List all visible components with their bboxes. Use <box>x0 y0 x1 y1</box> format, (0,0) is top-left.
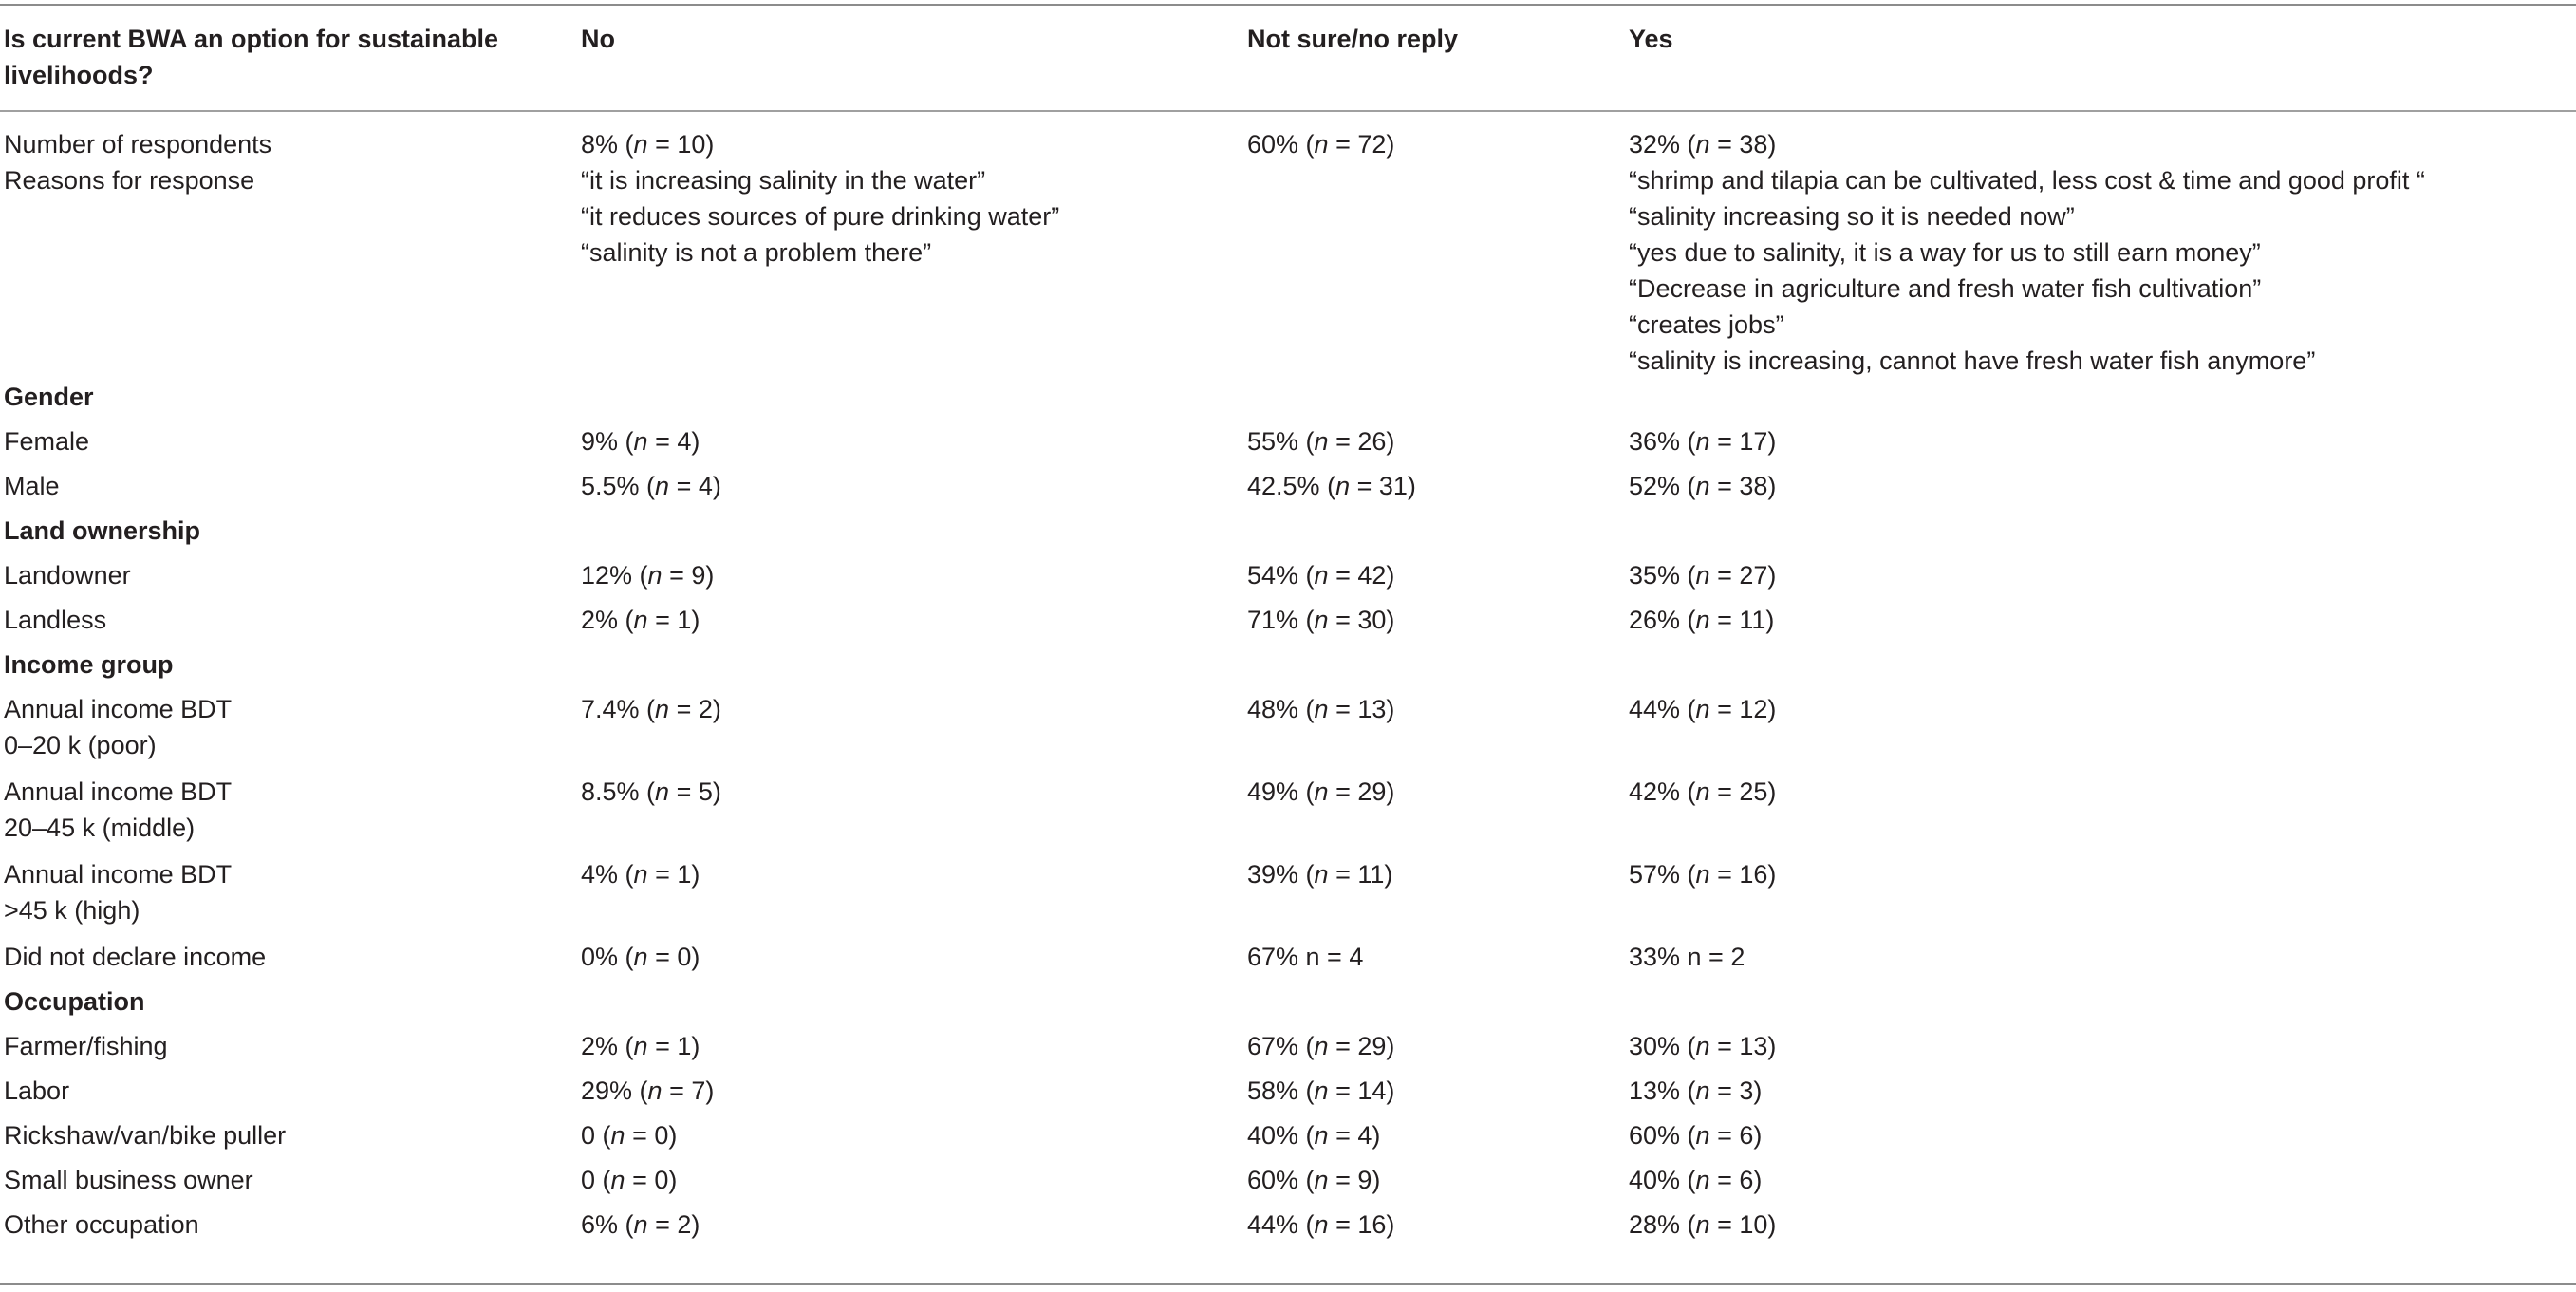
survey-results-table <box>0 6 2576 1251</box>
sample-size-symbol: n <box>655 695 670 723</box>
cell-no: 0% (n = 0) <box>581 943 700 971</box>
sample-size-symbol: n <box>1695 130 1710 159</box>
table-row <box>0 691 2576 774</box>
row-label-line: Annual income BDT <box>4 777 233 806</box>
reason-quote: “it is increasing salinity in the water” <box>581 166 986 195</box>
sample-size-symbol: n <box>610 1166 625 1194</box>
row-label <box>0 856 577 939</box>
sample-size-symbol: n <box>1695 472 1710 500</box>
cell-no: 7.4% (n = 2) <box>581 695 721 723</box>
cell-no: 9% (n = 4) <box>581 427 700 456</box>
table-header <box>0 6 2576 110</box>
sample-size-symbol: n <box>633 943 648 971</box>
cell-yes: 44% (n = 12) <box>1629 695 1777 723</box>
table-row <box>0 774 2576 856</box>
cell-not-sure: 58% (n = 14) <box>1247 1077 1395 1105</box>
row-label: Male <box>4 472 60 500</box>
sample-size-symbol: n <box>647 1077 663 1105</box>
table-row <box>0 1162 2576 1207</box>
reason-quote: “Decrease in agriculture and fresh water fish cultivation” <box>1629 274 2262 303</box>
header-yes: Yes <box>1629 25 1673 53</box>
row-label: Reasons for response <box>4 166 255 195</box>
cell-yes: 28% (n = 10) <box>1629 1210 1777 1239</box>
table-row <box>0 1207 2576 1251</box>
sample-size-symbol: n <box>1335 472 1351 500</box>
sample-size-symbol: n <box>1314 561 1329 590</box>
cell-no: 4% (n = 1) <box>581 860 700 889</box>
sample-size-symbol: n <box>1314 1077 1329 1105</box>
cell-not-sure: 54% (n = 42) <box>1247 561 1395 590</box>
table-row <box>0 423 2576 468</box>
header-question: Is current BWA an option for sustainable livelihoods? <box>4 25 499 89</box>
sample-size-symbol: n <box>1314 1210 1329 1239</box>
reason-quote: “yes due to salinity, it is a way for us to still earn money” <box>1629 238 2261 267</box>
table-row <box>0 110 2576 162</box>
section-heading-row <box>0 646 2576 691</box>
table-row <box>0 939 2576 983</box>
header-not-sure: Not sure/no reply <box>1247 25 1459 53</box>
reason-quote: “shrimp and tilapia can be cultivated, less cost & time and good profit “ <box>1629 166 2425 195</box>
table-bottom-rule <box>0 1283 2576 1285</box>
sample-size-symbol: n <box>1314 1032 1329 1060</box>
cell-not-sure: 67% n = 4 <box>1247 943 1364 971</box>
sample-size-symbol: n <box>1314 606 1329 634</box>
reason-quote: “salinity is not a problem there” <box>581 238 932 267</box>
section-heading: Gender <box>4 383 94 411</box>
section-heading-row <box>0 513 2576 557</box>
header-no: No <box>581 25 615 53</box>
row-label: Farmer/fishing <box>4 1032 168 1060</box>
table-row <box>0 602 2576 646</box>
table-row <box>0 1028 2576 1073</box>
cell-yes: 36% (n = 17) <box>1629 427 1777 456</box>
cell-yes: 60% (n = 6) <box>1629 1121 1763 1150</box>
row-label-line: Annual income BDT <box>4 860 233 889</box>
cell-not-sure: 40% (n = 4) <box>1247 1121 1381 1150</box>
sample-size-symbol: n <box>1695 777 1710 806</box>
cell-yes: 52% (n = 38) <box>1629 472 1777 500</box>
reason-quote: “salinity is increasing, cannot have fresh water fish anymore” <box>1629 346 2316 375</box>
table-row <box>0 1117 2576 1162</box>
sample-size-symbol: n <box>1314 1121 1329 1150</box>
sample-size-symbol: n <box>1314 427 1329 456</box>
sample-size-symbol: n <box>1314 860 1329 889</box>
cell-not-sure: 44% (n = 16) <box>1247 1210 1395 1239</box>
section-heading: Income group <box>4 650 174 679</box>
cell-no: 2% (n = 1) <box>581 606 700 634</box>
cell-not-sure: 71% (n = 30) <box>1247 606 1395 634</box>
cell-no: 5.5% (n = 4) <box>581 472 721 500</box>
cell-yes: 57% (n = 16) <box>1629 860 1777 889</box>
sample-size-symbol: n <box>1695 561 1710 590</box>
reason-quote: “salinity increasing so it is needed now” <box>1629 202 2075 231</box>
cell-no: 8% (n = 10) <box>581 130 715 159</box>
cell-no-reasons <box>577 162 1243 379</box>
table-row <box>0 856 2576 939</box>
cell-yes: 42% (n = 25) <box>1629 777 1777 806</box>
cell-not-sure: 60% (n = 9) <box>1247 1166 1381 1194</box>
cell-not-sure: 39% (n = 11) <box>1247 860 1393 889</box>
sample-size-symbol: n <box>1314 1166 1329 1194</box>
sample-size-symbol: n <box>1695 1032 1710 1060</box>
row-label-line: Annual income BDT <box>4 695 233 723</box>
row-label: Did not declare income <box>4 943 267 971</box>
sample-size-symbol: n <box>1695 860 1710 889</box>
sample-size-symbol: n <box>1314 130 1329 159</box>
cell-no: 12% (n = 9) <box>581 561 715 590</box>
sample-size-symbol: n <box>1695 606 1710 634</box>
cell-yes: 35% (n = 27) <box>1629 561 1777 590</box>
table-row <box>0 468 2576 513</box>
cell-yes: 33% n = 2 <box>1629 943 1745 971</box>
row-label: Other occupation <box>4 1210 199 1239</box>
cell-no: 29% (n = 7) <box>581 1077 715 1105</box>
sample-size-symbol: n <box>1695 1077 1710 1105</box>
row-label-line: 20–45 k (middle) <box>4 814 196 842</box>
cell-no: 0 (n = 0) <box>581 1121 678 1150</box>
sample-size-symbol: n <box>1314 695 1329 723</box>
sample-size-symbol: n <box>633 130 648 159</box>
cell-yes-reasons <box>1625 162 2576 379</box>
row-label: Rickshaw/van/bike puller <box>4 1121 287 1150</box>
row-label: Female <box>4 427 90 456</box>
table-body <box>0 110 2576 1251</box>
cell-not-sure: 67% (n = 29) <box>1247 1032 1395 1060</box>
sample-size-symbol: n <box>633 427 648 456</box>
sample-size-symbol: n <box>633 606 648 634</box>
reason-quote: “creates jobs” <box>1629 310 1784 339</box>
sample-size-symbol: n <box>647 561 663 590</box>
sample-size-symbol: n <box>1695 427 1710 456</box>
sample-size-symbol: n <box>1695 695 1710 723</box>
cell-not-sure: 49% (n = 29) <box>1247 777 1395 806</box>
row-label: Landowner <box>4 561 131 590</box>
sample-size-symbol: n <box>1695 1210 1710 1239</box>
sample-size-symbol: n <box>633 1032 648 1060</box>
section-heading-row <box>0 983 2576 1028</box>
cell-yes: 26% (n = 11) <box>1629 606 1775 634</box>
sample-size-symbol: n <box>1314 777 1329 806</box>
row-label <box>0 774 577 856</box>
row-label-line: 0–20 k (poor) <box>4 731 157 759</box>
sample-size-symbol: n <box>655 777 670 806</box>
cell-yes: 40% (n = 6) <box>1629 1166 1763 1194</box>
cell-yes: 30% (n = 13) <box>1629 1032 1777 1060</box>
table-row <box>0 557 2576 602</box>
section-heading-row <box>0 379 2576 423</box>
cell-not-sure-reasons <box>1243 162 1625 379</box>
cell-no: 0 (n = 0) <box>581 1166 678 1194</box>
row-label: Number of respondents <box>4 130 272 159</box>
row-label: Labor <box>4 1077 70 1105</box>
cell-no: 2% (n = 1) <box>581 1032 700 1060</box>
row-label: Landless <box>4 606 107 634</box>
row-label: Small business owner <box>4 1166 253 1194</box>
cell-not-sure: 42.5% (n = 31) <box>1247 472 1416 500</box>
sample-size-symbol: n <box>1695 1166 1710 1194</box>
cell-yes: 32% (n = 38) <box>1629 130 1777 159</box>
cell-no: 8.5% (n = 5) <box>581 777 721 806</box>
sample-size-symbol: n <box>655 472 670 500</box>
sample-size-symbol: n <box>633 1210 648 1239</box>
row-label-line: >45 k (high) <box>4 896 140 925</box>
sample-size-symbol: n <box>633 860 648 889</box>
sample-size-symbol: n <box>610 1121 625 1150</box>
cell-not-sure: 48% (n = 13) <box>1247 695 1395 723</box>
table-row-reasons <box>0 162 2576 379</box>
sample-size-symbol: n <box>1695 1121 1710 1150</box>
section-heading: Occupation <box>4 987 145 1016</box>
reason-quote: “it reduces sources of pure drinking water” <box>581 202 1060 231</box>
row-label <box>0 691 577 774</box>
cell-not-sure: 60% (n = 72) <box>1247 130 1395 159</box>
table-row <box>0 1073 2576 1117</box>
cell-not-sure: 55% (n = 26) <box>1247 427 1395 456</box>
cell-yes: 13% (n = 3) <box>1629 1077 1763 1105</box>
section-heading: Land ownership <box>4 516 201 545</box>
cell-no: 6% (n = 2) <box>581 1210 700 1239</box>
